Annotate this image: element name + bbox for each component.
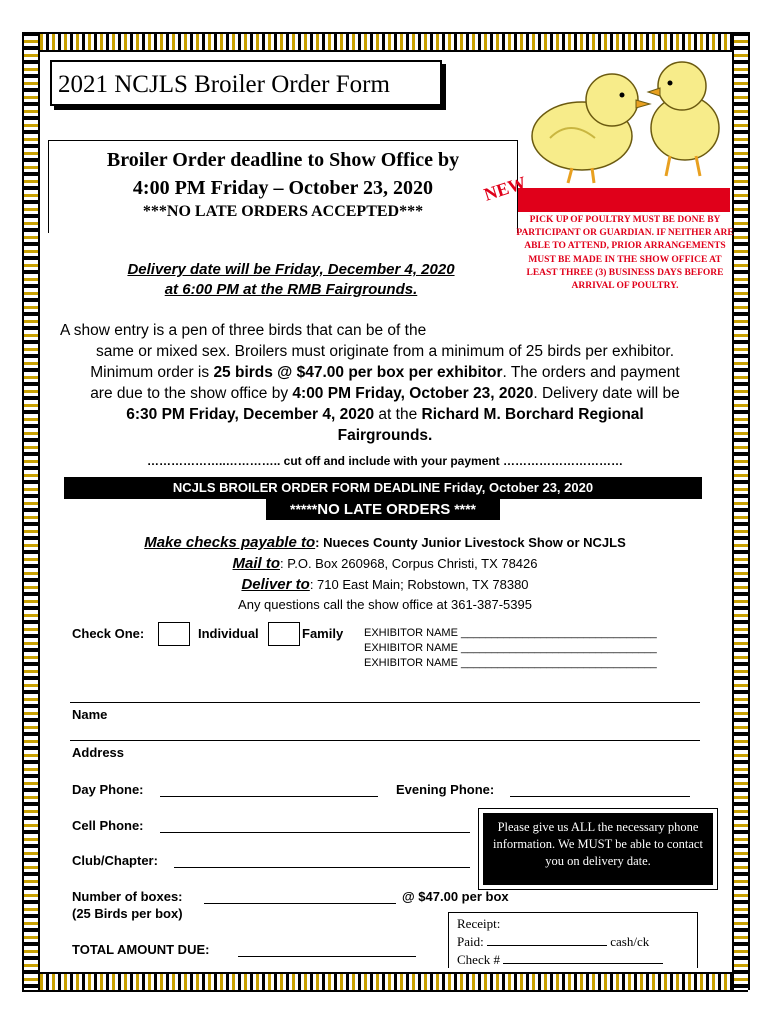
paragraph-line-3: Minimum order is 25 birds @ $47.00 per box per exhibitor. The orders and payment [90, 364, 680, 381]
deliver-value: : 710 East Main; Robstown, TX 78380 [309, 577, 529, 592]
page-title: 2021 NCJLS Broiler Order Form [50, 60, 442, 106]
no-late-orders-bar: *****NO LATE ORDERS **** [266, 498, 500, 520]
red-banner [518, 188, 730, 212]
chicks-illustration [520, 48, 725, 188]
delivery-notice [60, 260, 522, 300]
deliver-label: Deliver to [241, 576, 310, 593]
mail-label: Mail to [232, 555, 280, 572]
price-per-box: @ $47.00 per box [402, 889, 509, 904]
questions-line: Any questions call the show office at 361-387-5395 [238, 597, 532, 612]
no-late-orders-notice: ***NO LATE ORDERS ACCEPTED*** [142, 203, 424, 220]
new-badge: NEW [481, 172, 529, 205]
show-entry-paragraph [30, 320, 740, 446]
mail-to-line [60, 555, 710, 572]
exhibitor-name-field[interactable]: EXHIBITOR NAME ________________________________ [364, 642, 657, 654]
club-chapter-field[interactable] [174, 853, 470, 868]
address-label: Address [72, 745, 125, 760]
paragraph-line-4: are due to the show office by 4:00 PM Friday, October 23, 2020. Delivery date will be [90, 385, 680, 402]
exhibitor-name-field[interactable]: EXHIBITOR NAME ________________________________ [364, 657, 657, 669]
deliver-to-line [60, 576, 710, 593]
phone-info-note-text: Please give us ALL the necessary phone information. We MUST be able to contact you on delivery date. [483, 813, 713, 885]
decorative-border-bottom [22, 972, 748, 992]
evening-phone-label: Evening Phone: [396, 782, 495, 797]
evening-phone-field[interactable] [510, 782, 690, 797]
total-amount-field[interactable] [238, 942, 416, 957]
cell-phone-field[interactable] [160, 818, 470, 833]
paragraph-line-1: A show entry is a pen of three birds that can be of the [60, 322, 427, 339]
receipt-paid: Paid: cash/ck [457, 934, 650, 949]
receipt-check-number: Check # [457, 951, 697, 969]
day-phone-field[interactable] [160, 782, 378, 797]
cell-phone-label: Cell Phone: [72, 818, 144, 833]
phone-info-note [478, 808, 718, 890]
paragraph-line-6: Fairgrounds. [337, 427, 433, 444]
total-amount-label: TOTAL AMOUNT DUE: [72, 942, 210, 957]
deadline-line-2: 4:00 PM Friday – October 23, 2020 [132, 177, 434, 199]
checks-payable-line [60, 534, 710, 551]
pickup-notice: PICK UP OF POULTRY MUST BE DONE BY PARTICIPANT OR GUARDIAN. IF NEITHER ARE ABLE TO ATTEND, PRIOR ARRANGEMENTS MUST BE MADE IN THE SHOW OFFICE AT LEAST THREE (3) BUSINESS DAYS BEFORE ARRIVAL OF POULTRY. [516, 215, 734, 292]
individual-checkbox[interactable] [158, 622, 190, 646]
family-label: Family [302, 626, 344, 641]
name-line[interactable] [70, 702, 700, 703]
delivery-line-1: Delivery date will be Friday, December 4, 2020 [127, 261, 455, 278]
name-label: Name [72, 707, 108, 722]
delivery-line-2: at 6:00 PM at the RMB Fairgrounds. [164, 281, 418, 298]
birds-per-box-note: (25 Birds per box) [72, 906, 183, 921]
deadline-box [48, 140, 518, 233]
day-phone-label: Day Phone: [72, 782, 144, 797]
club-chapter-label: Club/Chapter: [72, 853, 158, 868]
cutoff-line: ………………..………….. cut off and include with your payment ………………………… [146, 454, 623, 468]
address-line[interactable] [70, 740, 700, 741]
receipt-box [448, 912, 698, 968]
individual-label: Individual [198, 626, 259, 641]
deadline-line-1: Broiler Order deadline to Show Office by [106, 149, 460, 171]
paragraph-line-2: same or mixed sex. Broilers must originate from a minimum of 25 birds per exhibitor. [95, 343, 675, 360]
checks-label: Make checks payable to [144, 534, 316, 551]
checks-value: : Nueces County Junior Livestock Show or NCJLS [315, 535, 626, 550]
exhibitor-name-field[interactable]: EXHIBITOR NAME ________________________________ [364, 627, 657, 639]
boxes-label: Number of boxes: [72, 889, 183, 904]
mail-value: : P.O. Box 260968, Corpus Christi, TX 78426 [280, 556, 538, 571]
paragraph-line-5: 6:30 PM Friday, December 4, 2020 at the Richard M. Borchard Regional [126, 406, 644, 423]
family-checkbox[interactable] [268, 622, 300, 646]
decorative-border-right [732, 32, 750, 990]
receipt-title: Receipt: [457, 916, 501, 931]
check-one-label: Check One: [72, 626, 145, 641]
boxes-field[interactable] [204, 889, 396, 904]
form-deadline-bar: NCJLS BROILER ORDER FORM DEADLINE Friday, October 23, 2020 [64, 477, 702, 499]
decorative-border-left [22, 32, 40, 990]
